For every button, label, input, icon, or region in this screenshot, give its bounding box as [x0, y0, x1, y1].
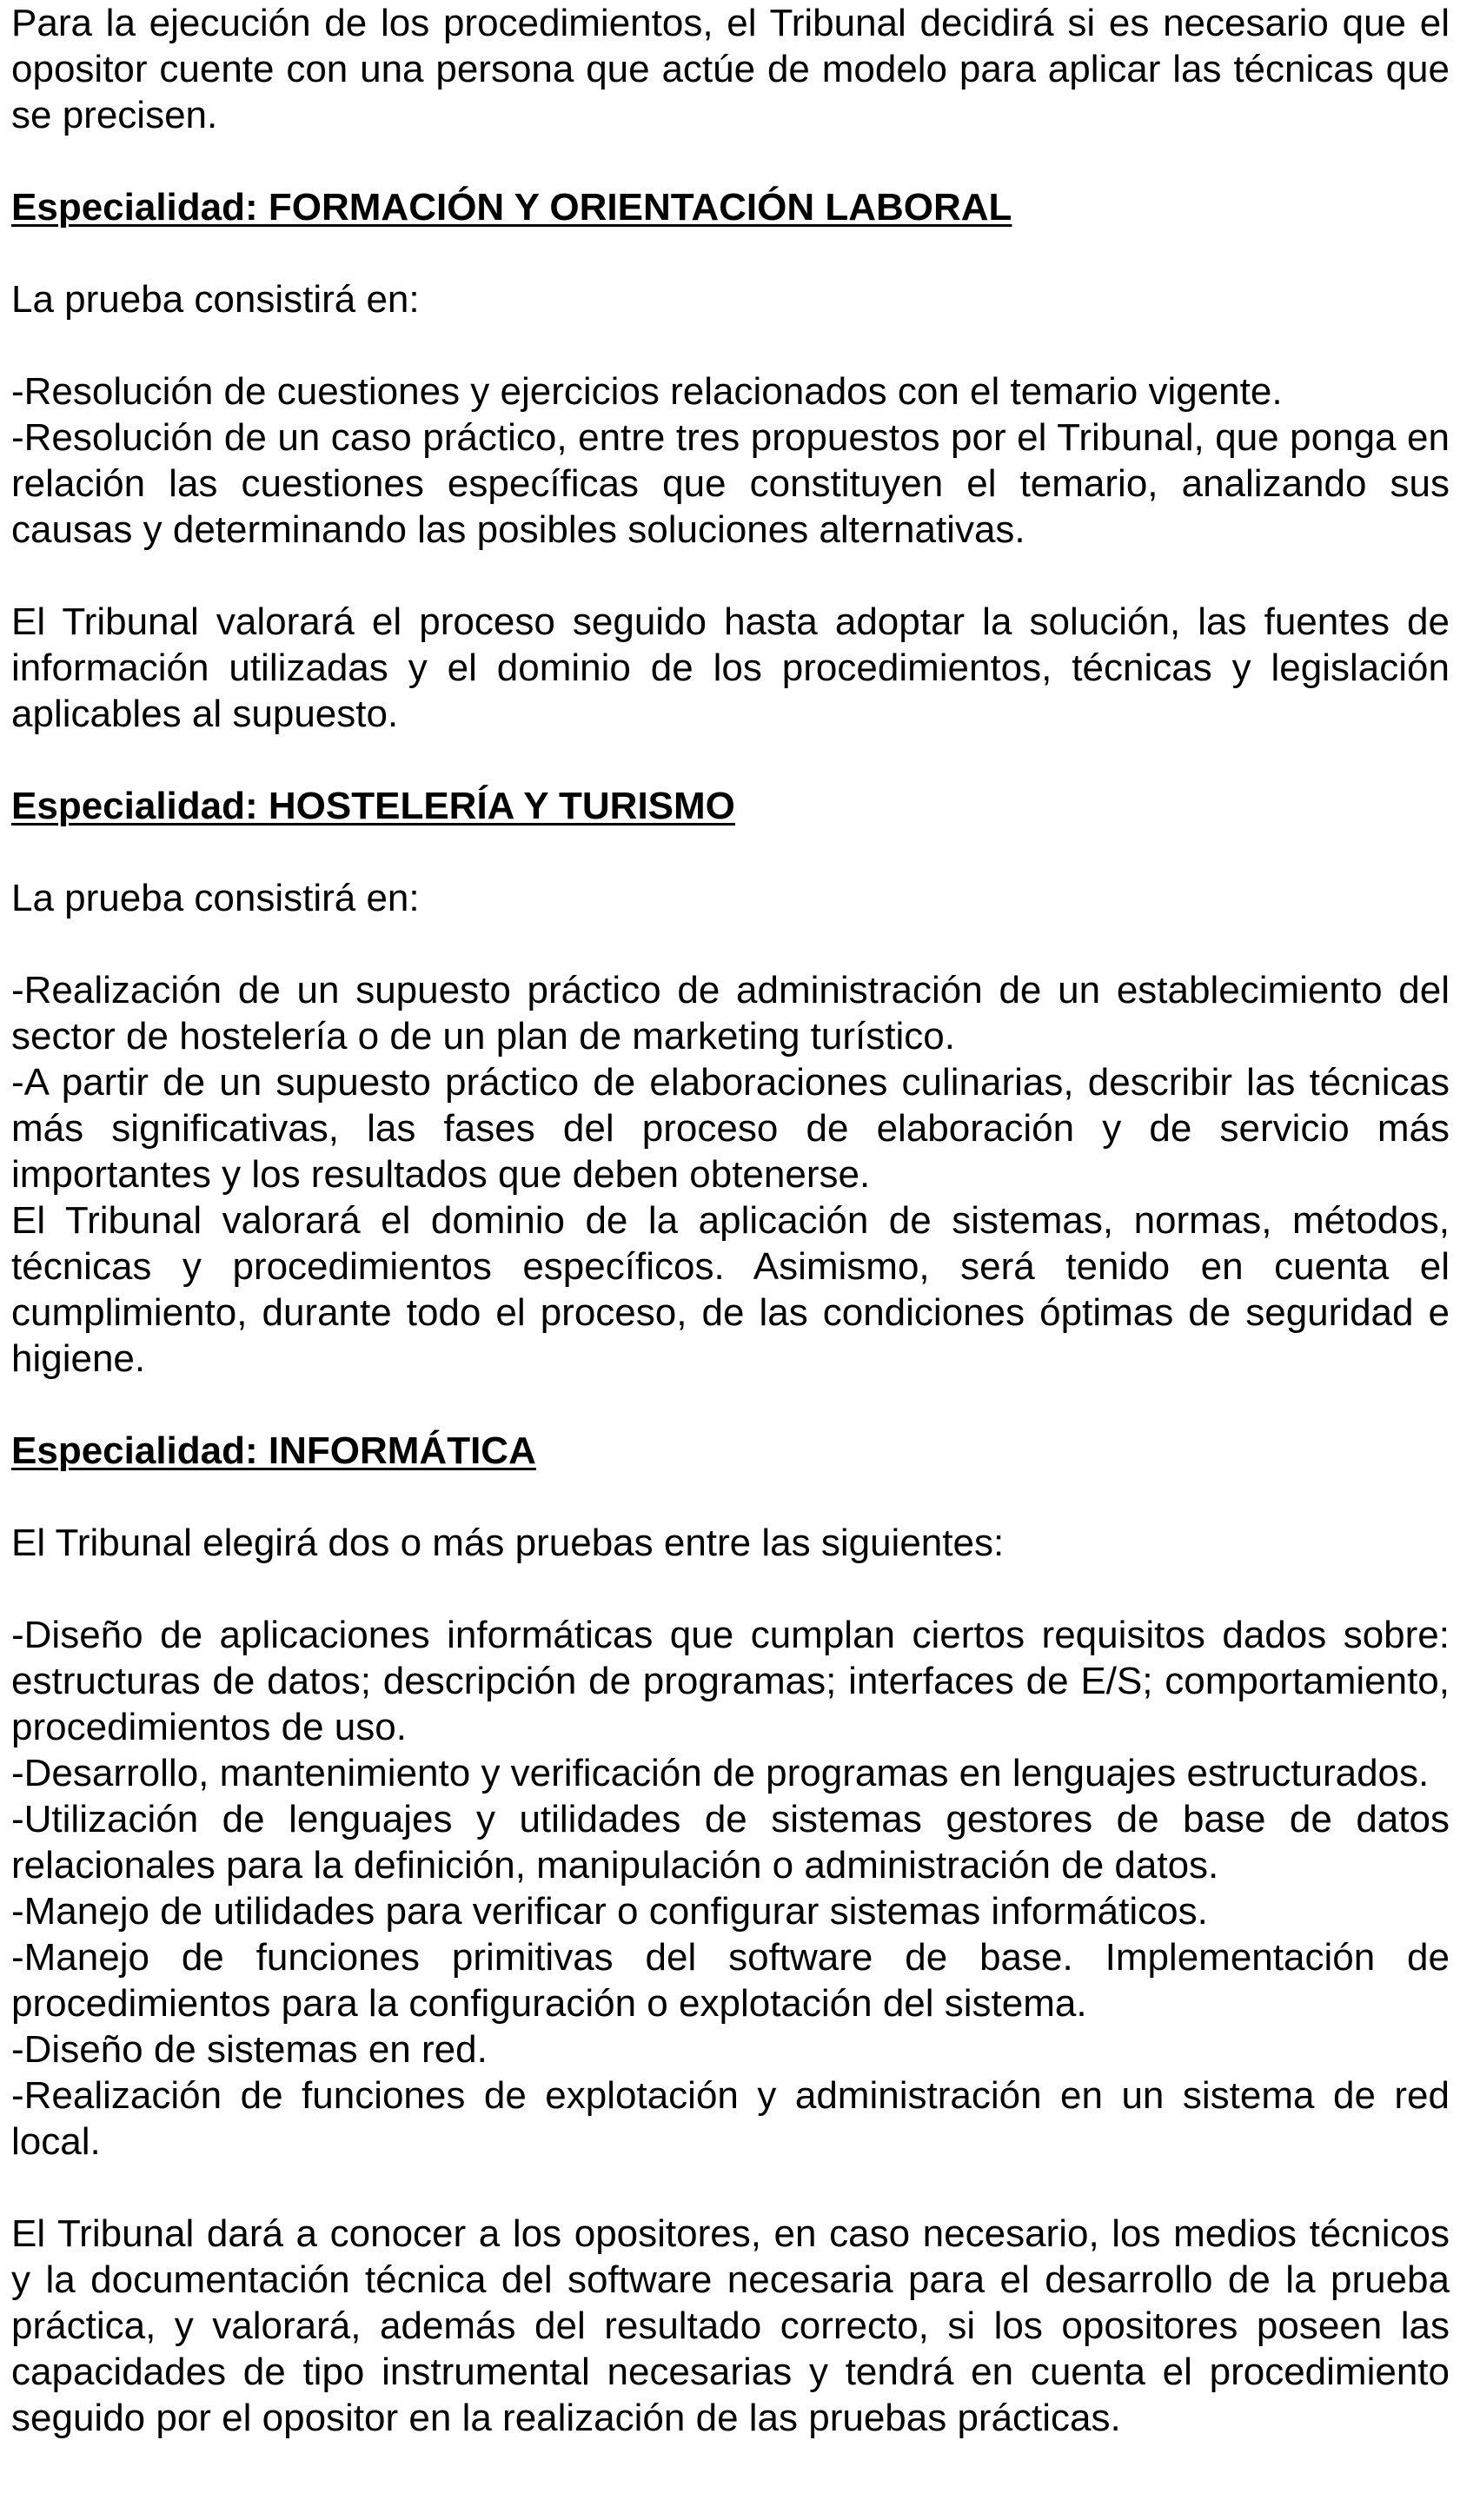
heading-hosteleria: Especialidad: HOSTELERÍA Y TURISMO	[11, 785, 735, 827]
heading-fol: Especialidad: FORMACIÓN Y ORIENTACIÓN LABORAL	[11, 186, 1012, 229]
list-item: -Desarrollo, mantenimiento y verificación de programas en lenguajes estructurados.	[11, 1752, 1430, 1794]
document-page	[11, 0, 1450, 2441]
fol-lead: La prueba consistirá en:	[11, 278, 420, 321]
list-item: -Resolución de un caso práctico, entre tres propuestos por el Tribunal, que ponga en relación las cuestiones específicas que constituyen el temario, analizando sus causas y determinando las posibles soluciones alternativas.	[11, 416, 1450, 551]
intro-paragraph: Para la ejecución de los procedimientos, el Tribunal decidirá si es necesario que el opositor cuente con una persona que actúe de modelo para aplicar las técnicas que se precisen.	[11, 2, 1450, 136]
informatica-items	[11, 1612, 1450, 2165]
list-item: -Realización de funciones de explotación y administración en un sistema de red local.	[11, 2074, 1450, 2163]
fol-assessment: El Tribunal valorará el proceso seguido hasta adoptar la solución, las fuentes de información utilizadas y el dominio de los procedimientos, técnicas y legislación aplicables al supuesto.	[11, 600, 1450, 735]
heading-informatica: Especialidad: INFORMÁTICA	[11, 1429, 536, 1472]
fol-items	[11, 368, 1450, 553]
list-item: -Diseño de sistemas en red.	[11, 2028, 488, 2071]
list-item: -Realización de un supuesto práctico de administración de un establecimiento del sector de hostelería o de un plan de marketing turístico.	[11, 969, 1450, 1058]
informatica-assessment: El Tribunal dará a conocer a los opositores, en caso necesario, los medios técnicos y la documentación técnica del software necesaria para el desarrollo de la prueba práctica, y valorará, además del resultado correcto, si los opositores poseen las capacidades de tipo instrumental necesarias y tendrá en cuenta el procedimiento seguido por el opositor en la realización de las pruebas prácticas.	[11, 2212, 1450, 2439]
hosteleria-assessment: El Tribunal valorará el dominio de la aplicación de sistemas, normas, métodos, técnicas y procedimientos específicos. Asimismo, será tenido en cuenta el cumplimiento, durante todo el proceso, de las condiciones óptimas de seguridad e higiene.	[11, 1199, 1450, 1380]
list-item: -Manejo de utilidades para verificar o configurar sistemas informáticos.	[11, 1890, 1208, 1933]
list-item: -Resolución de cuestiones y ejercicios relacionados con el temario vigente.	[11, 370, 1283, 413]
list-item: -Diseño de aplicaciones informáticas que cumplan ciertos requisitos dados sobre: estructuras de datos; descripción de programas; interfaces de E/S; comportamiento, procedimientos de uso.	[11, 1614, 1450, 1748]
list-item: -A partir de un supuesto práctico de elaboraciones culinarias, describir las técnicas más significativas, las fases del proceso de elaboración y de servicio más importantes y los resultados que deben obtenerse.	[11, 1061, 1450, 1196]
list-item: -Utilización de lenguajes y utilidades de sistemas gestores de base de datos relacionales para la definición, manipulación o administración de datos.	[11, 1798, 1450, 1887]
list-item: -Manejo de funciones primitivas del software de base. Implementación de procedimientos para la configuración o explotación del sistema.	[11, 1936, 1450, 2025]
hosteleria-items	[11, 967, 1450, 1382]
informatica-lead: El Tribunal elegirá dos o más pruebas entre las siguientes:	[11, 1522, 1005, 1564]
hosteleria-lead: La prueba consistirá en:	[11, 877, 420, 919]
